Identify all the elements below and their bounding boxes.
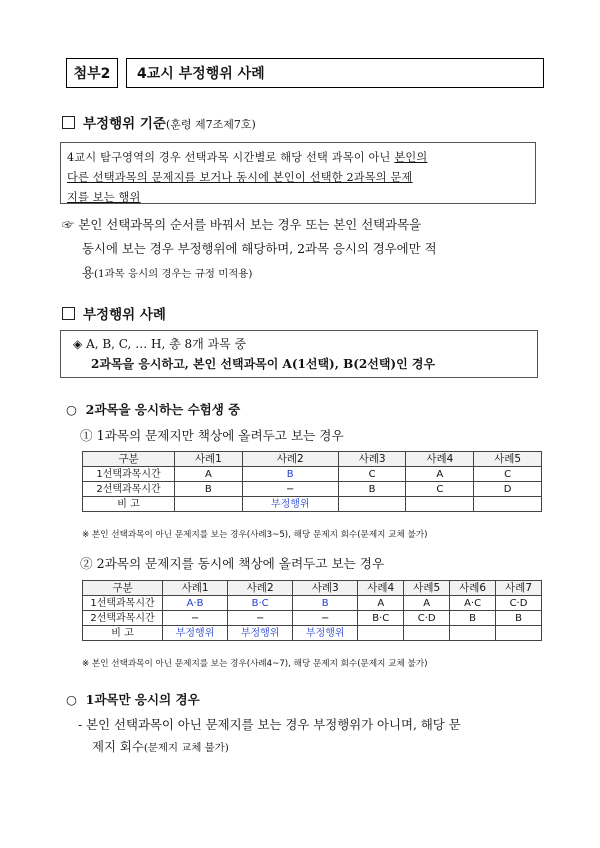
footnote-2: ※ 본인 선택과목이 아닌 문제지를 보는 경우(사례4~7), 해당 문제지 회수(문제지 교체 불가): [82, 659, 428, 669]
item1-number: ①: [80, 428, 93, 443]
table-cell: −: [228, 611, 293, 626]
table-cell: C: [474, 467, 542, 482]
table-cell: B: [242, 467, 338, 482]
table-cell: B·C: [358, 611, 404, 626]
two-subject-heading: [66, 400, 240, 418]
cases-box-line-1: A, B, C, … H, 총 8개 과목 중: [86, 337, 247, 351]
table-row: [83, 482, 542, 497]
circle-bullet-icon: ○: [66, 402, 77, 417]
table-cell: B: [338, 482, 406, 497]
two-subject-title: 2과목을 응시하는 수험생 중: [85, 402, 241, 417]
dash-bullet: -: [78, 717, 83, 732]
table-cell: C·D: [404, 611, 450, 626]
criteria-title: 부정행위 기준: [83, 116, 166, 132]
one-subject-line-2b: (문제지 교체 불가): [143, 742, 229, 754]
item1-title: 1과목의 문제지만 책상에 올려두고 보는 경우: [96, 428, 344, 443]
table-cell: D: [474, 482, 542, 497]
table-cell: −: [293, 611, 358, 626]
one-subject-body: [78, 714, 558, 759]
table-cell: [474, 497, 542, 512]
footnote-1: ※ 본인 선택과목이 아닌 문제지를 보는 경우(사례3~5), 해당 문제지 회수(문제지 교체 불가): [82, 530, 428, 540]
criteria-text-underlined-2: 다른 선택과목의 문제지를 보거나 동시에 본인이 선택한 2과목의 문제: [67, 171, 413, 184]
table-cell: B·C: [228, 596, 293, 611]
table-header-cell: 사례3: [293, 581, 358, 596]
one-subject-line-1: 본인 선택과목이 아닌 문제지를 보는 경우 부정행위가 아니며, 해당 문: [86, 717, 461, 732]
pointing-hand-icon: ☞: [62, 217, 75, 232]
table-cell: 1선택과목시간: [83, 596, 163, 611]
one-subject-line-2a: 제지 회수: [92, 739, 144, 754]
criteria-text-plain: 4교시 탐구영역의 경우 선택과목 시간별로 해당 선택 과목이 아닌: [67, 151, 395, 164]
criteria-text-underlined-3: 지를 보는 행위: [67, 191, 141, 204]
table-cell: C: [338, 467, 406, 482]
table-header-cell: 구분: [83, 452, 175, 467]
circle-bullet-icon: ○: [66, 692, 77, 707]
table-header-cell: 사례6: [450, 581, 496, 596]
table-cell: A: [358, 596, 404, 611]
note-line-2: 동시에 보는 경우 부정행위에 해당하며, 2과목 응시의 경우에만 적: [82, 241, 437, 256]
table-cell: 1선택과목시간: [83, 467, 175, 482]
table-cell: A·C: [450, 596, 496, 611]
table-cell: 비 고: [83, 626, 163, 641]
table-header-cell: 사례7: [496, 581, 542, 596]
table-header-cell: 구분: [83, 581, 163, 596]
one-subject-heading: [66, 690, 200, 708]
item2-number: ②: [80, 556, 93, 571]
table-header-cell: 사례3: [338, 452, 406, 467]
square-bullet-icon: [62, 116, 75, 129]
table-header-row: [83, 581, 542, 596]
table-cell: B: [450, 611, 496, 626]
violation-mark: 부정행위: [293, 626, 358, 641]
table-cell: B: [293, 596, 358, 611]
table-cell: 비 고: [83, 497, 175, 512]
cases-box-line-2: 2과목을 응시하고, 본인 선택과목이 A(1선택), B(2선택)인 경우: [91, 357, 436, 371]
table-header-cell: 사례4: [358, 581, 404, 596]
page-title: 4교시 부정행위 사례: [126, 58, 544, 88]
table-cell: B: [496, 611, 542, 626]
table-cell: [450, 626, 496, 641]
table-header-cell: 사례4: [406, 452, 474, 467]
table-header-cell: 사례2: [242, 452, 338, 467]
violation-mark: 부정행위: [242, 497, 338, 512]
table-row: [83, 596, 542, 611]
table-cell: A: [406, 467, 474, 482]
table-header-row: [83, 452, 542, 467]
table-cell: B: [175, 482, 243, 497]
table-cell: A: [404, 596, 450, 611]
table-cell: [175, 497, 243, 512]
item2-heading: [80, 553, 384, 572]
table-header-cell: 사례5: [404, 581, 450, 596]
one-subject-title: 1과목만 응시의 경우: [85, 692, 200, 707]
table-cell: A: [175, 467, 243, 482]
cases-box: [60, 330, 538, 378]
criteria-box: [60, 142, 536, 204]
table-row: [83, 467, 542, 482]
table-header-cell: 사례1: [175, 452, 243, 467]
item1-heading: [80, 425, 344, 444]
diamond-icon: ◈: [73, 337, 83, 351]
note-line-1: 본인 선택과목의 순서를 바꿔서 보는 경우 또는 본인 선택과목을: [78, 217, 422, 232]
table-row: [83, 497, 542, 512]
table-cell: 2선택과목시간: [83, 611, 163, 626]
table-header-cell: 사례1: [163, 581, 228, 596]
table-cell: −: [163, 611, 228, 626]
note-line-3b: (1과목 응시의 경우는 규정 미적용): [93, 268, 253, 280]
table-cell: [406, 497, 474, 512]
cases-heading: [62, 303, 166, 323]
criteria-heading: [62, 112, 256, 132]
table-cell: C·D: [496, 596, 542, 611]
table-cell: −: [242, 482, 338, 497]
table-single-sheet: [82, 451, 542, 512]
note-line-3a: 용: [82, 265, 94, 280]
note-block: [62, 213, 562, 286]
table-cell: C: [406, 482, 474, 497]
item2-title: 2과목의 문제지를 동시에 책상에 올려두고 보는 경우: [96, 556, 385, 571]
table-row: [83, 626, 542, 641]
table-row: [83, 611, 542, 626]
violation-mark: 부정행위: [163, 626, 228, 641]
cases-title: 부정행위 사례: [83, 307, 166, 323]
criteria-text-underlined-1: 본인의: [394, 151, 428, 164]
table-header-cell: 사례2: [228, 581, 293, 596]
square-bullet-icon: [62, 307, 75, 320]
table-header-cell: 사례5: [474, 452, 542, 467]
table-cell: A·B: [163, 596, 228, 611]
violation-mark: 부정행위: [228, 626, 293, 641]
table-cell: [496, 626, 542, 641]
table-cell: 2선택과목시간: [83, 482, 175, 497]
table-cell: [338, 497, 406, 512]
attachment-tag: 첨부2: [66, 58, 118, 88]
table-cell: [358, 626, 404, 641]
table-cell: [404, 626, 450, 641]
table-dual-sheet: [82, 580, 542, 641]
criteria-title-note: (훈령 제7조제7호): [165, 118, 256, 131]
page-header: [66, 58, 544, 88]
